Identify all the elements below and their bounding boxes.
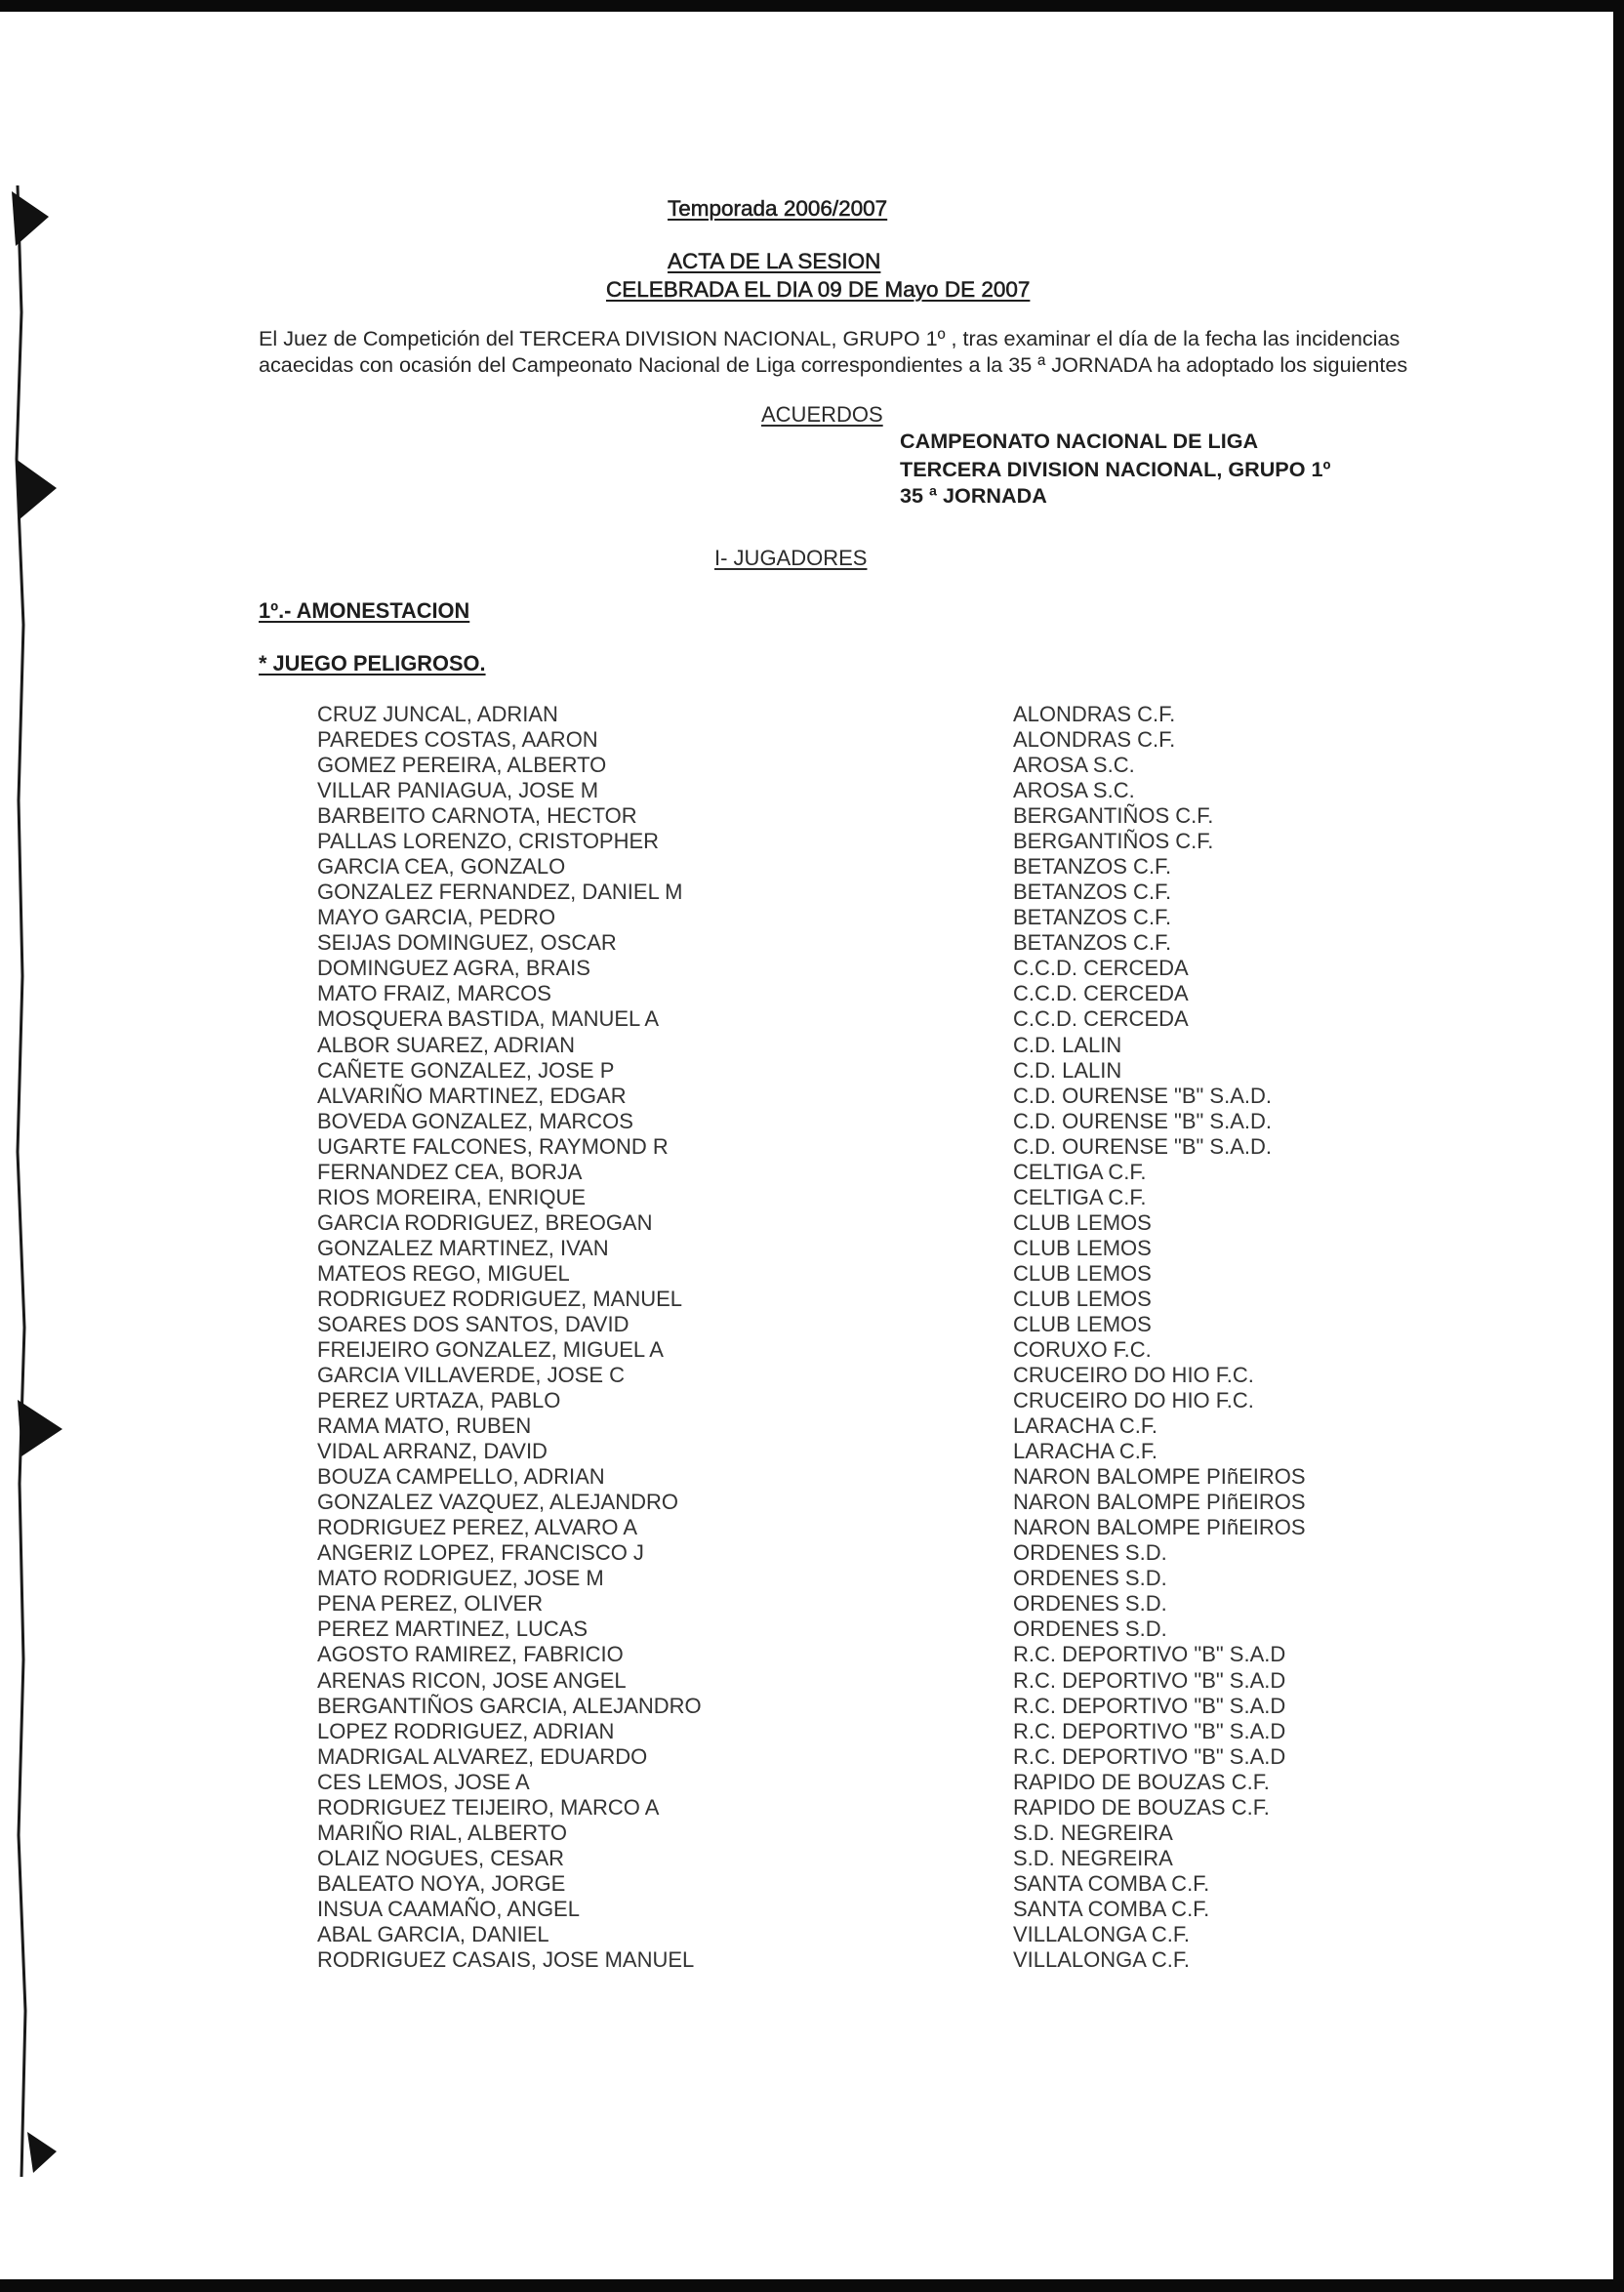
player-team: S.D. NEGREIRA [1013,1845,1173,1870]
player-row [0,1897,1624,1922]
player-name: MAYO GARCIA, PEDRO [317,905,556,930]
player-name: LOPEZ RODRIGUEZ, ADRIAN [317,1718,615,1743]
player-row [0,727,1624,753]
player-team: VILLALONGA C.F. [1013,1921,1190,1946]
player-row [0,854,1624,880]
player-row [0,1058,1624,1084]
player-row [0,803,1624,829]
player-name: OLAIZ NOGUES, CESAR [317,1845,565,1870]
player-name: GONZALEZ VAZQUEZ, ALEJANDRO [317,1490,678,1515]
player-row [0,702,1624,727]
player-name: UGARTE FALCONES, RAYMOND R [317,1133,669,1159]
scan-bottom-band [0,2279,1624,2292]
player-team: CORUXO F.C. [1013,1337,1152,1362]
player-row [0,905,1624,930]
player-row [0,1109,1624,1134]
competition-matchday: 35 ª JORNADA [900,483,1047,508]
player-name: CRUZ JUNCAL, ADRIAN [317,702,558,726]
player-name: RODRIGUEZ TEIJEIRO, MARCO A [317,1794,660,1820]
player-row [0,1388,1624,1413]
player-name: SEIJAS DOMINGUEZ, OSCAR [317,930,617,956]
player-row [0,1363,1624,1388]
competition-name: CAMPEONATO NACIONAL DE LIGA [900,429,1259,453]
player-team: ORDENES S.D. [1013,1617,1167,1642]
player-team: C.C.D. CERCEDA [1013,956,1189,981]
player-team: R.C. DEPORTIVO "B" S.A.D [1013,1642,1286,1667]
player-name: RIOS MOREIRA, ENRIQUE [317,1184,587,1209]
player-name: SOARES DOS SANTOS, DAVID [317,1311,629,1336]
player-team: ALONDRAS C.F. [1013,702,1176,726]
player-row [0,778,1624,803]
player-name: PEREZ MARTINEZ, LUCAS [317,1617,589,1642]
intro-paragraph-line: acaecidas con ocasión del Campeonato Nacional de Liga correspondientes a la 35 ª JORNADA ha adoptado los siguientes [259,352,1408,377]
player-row [0,829,1624,854]
player-name: RODRIGUEZ RODRIGUEZ, MANUEL [317,1286,683,1311]
player-name: BALEATO NOYA, JORGE [317,1870,566,1896]
player-team: ORDENES S.D. [1013,1591,1167,1617]
player-team: C.D. LALIN [1013,1057,1122,1083]
player-team: CELTIGA C.F. [1013,1184,1147,1209]
player-row [0,1160,1624,1185]
player-row [0,956,1624,981]
player-team: CLUB LEMOS [1013,1260,1152,1286]
player-row [0,1821,1624,1846]
player-row [0,930,1624,956]
player-name: RODRIGUEZ CASAIS, JOSE MANUEL [317,1946,695,1972]
player-name: ARENAS RICON, JOSE ANGEL [317,1667,627,1693]
intro-paragraph-line: El Juez de Competición del TERCERA DIVISION NACIONAL, GRUPO 1º , tras examinar el día de la fecha las incidencias [259,326,1401,350]
player-team: BETANZOS C.F. [1013,854,1172,880]
player-name: GONZALEZ FERNANDEZ, DANIEL M [317,880,683,905]
player-list [0,702,1624,1981]
player-team: LARACHA C.F. [1013,1413,1157,1439]
player-name: MADRIGAL ALVAREZ, EDUARDO [317,1743,648,1769]
player-team: C.C.D. CERCEDA [1013,1006,1189,1032]
season-title: Temporada 2006/2007 [668,196,888,221]
player-team: CLUB LEMOS [1013,1209,1152,1235]
player-name: PEREZ URTAZA, PABLO [317,1388,561,1413]
player-name: ANGERIZ LOPEZ, FRANCISCO J [317,1540,644,1566]
player-team: ORDENES S.D. [1013,1566,1167,1591]
player-row [0,981,1624,1006]
player-team: CRUCEIRO DO HIO F.C. [1013,1363,1254,1388]
player-name: MATEOS REGO, MIGUEL [317,1260,570,1286]
player-team: BERGANTIÑOS C.F. [1013,829,1214,854]
player-team: C.D. OURENSE "B" S.A.D. [1013,1108,1272,1133]
scan-tear-mark [16,459,57,519]
player-row [0,1490,1624,1515]
player-team: NARON BALOMPE PIñEIROS [1013,1490,1306,1515]
player-name: GOMEZ PEREIRA, ALBERTO [317,753,607,778]
player-row [0,1033,1624,1058]
scan-top-band [0,0,1624,12]
player-team: BETANZOS C.F. [1013,880,1172,905]
player-team: BETANZOS C.F. [1013,905,1172,930]
player-row [0,1439,1624,1464]
player-team: VILLALONGA C.F. [1013,1946,1190,1972]
agreements-heading: ACUERDOS [761,402,883,427]
player-team: CLUB LEMOS [1013,1286,1152,1311]
player-team: BETANZOS C.F. [1013,930,1172,956]
player-name: ALBOR SUAREZ, ADRIAN [317,1032,576,1057]
player-row [0,1694,1624,1719]
subsection-heading-warning: 1º.- AMONESTACION [259,598,470,623]
player-name: MARIÑO RIAL, ALBERTO [317,1820,567,1845]
session-date: CELEBRADA EL DIA 09 DE Mayo DE 2007 [606,277,1031,302]
player-row [0,1185,1624,1210]
player-team: ORDENES S.D. [1013,1540,1167,1566]
player-row [0,1464,1624,1490]
player-row [0,753,1624,778]
player-name: GARCIA RODRIGUEZ, BREOGAN [317,1209,653,1235]
player-name: PENA PEREZ, OLIVER [317,1591,544,1617]
player-team: SANTA COMBA C.F. [1013,1870,1210,1896]
player-team: R.C. DEPORTIVO "B" S.A.D [1013,1743,1286,1769]
section-heading-players: I- JUGADORES [714,546,868,570]
player-name: RAMA MATO, RUBEN [317,1413,532,1439]
player-team: AROSA S.C. [1013,778,1135,803]
player-name: BERGANTIÑOS GARCIA, ALEJANDRO [317,1693,702,1718]
player-row [0,1236,1624,1261]
player-name: MATO FRAIZ, MARCOS [317,981,551,1006]
player-team: CELTIGA C.F. [1013,1159,1147,1184]
player-team: ALONDRAS C.F. [1013,727,1176,753]
player-row [0,1668,1624,1694]
player-name: CAÑETE GONZALEZ, JOSE P [317,1057,615,1083]
player-name: PAREDES COSTAS, AARON [317,727,598,753]
player-team: S.D. NEGREIRA [1013,1820,1173,1845]
player-team: NARON BALOMPE PIñEIROS [1013,1515,1306,1540]
competition-division: TERCERA DIVISION NACIONAL, GRUPO 1º [900,457,1331,481]
scan-tear-mark [12,191,49,246]
player-row [0,1846,1624,1871]
player-row [0,1744,1624,1770]
player-row [0,1617,1624,1642]
player-name: MATO RODRIGUEZ, JOSE M [317,1566,604,1591]
category-heading-dangerous-play: * JUEGO PELIGROSO. [259,651,486,675]
player-row [0,1642,1624,1667]
player-team: BERGANTIÑOS C.F. [1013,803,1214,829]
player-team: RAPIDO DE BOUZAS C.F. [1013,1794,1270,1820]
player-row [0,1947,1624,1973]
player-row [0,880,1624,905]
player-name: MOSQUERA BASTIDA, MANUEL A [317,1006,660,1032]
player-row [0,1719,1624,1744]
player-name: GARCIA CEA, GONZALO [317,854,566,880]
player-row [0,1287,1624,1312]
scan-tear-mark [27,2132,57,2173]
player-row [0,1006,1624,1032]
player-row [0,1566,1624,1591]
player-name: DOMINGUEZ AGRA, BRAIS [317,956,590,981]
player-row [0,1515,1624,1540]
player-row [0,1210,1624,1236]
player-row [0,1084,1624,1109]
player-name: GONZALEZ MARTINEZ, IVAN [317,1235,609,1260]
player-name: VILLAR PANIAGUA, JOSE M [317,778,599,803]
player-name: VIDAL ARRANZ, DAVID [317,1439,548,1464]
player-row [0,1413,1624,1439]
player-team: C.D. LALIN [1013,1032,1122,1057]
player-name: RODRIGUEZ PEREZ, ALVARO A [317,1515,638,1540]
session-act-title: ACTA DE LA SESION [668,249,881,273]
player-name: GARCIA VILLAVERDE, JOSE C [317,1363,626,1388]
player-name: BOUZA CAMPELLO, ADRIAN [317,1464,605,1490]
player-name: FREIJEIRO GONZALEZ, MIGUEL A [317,1337,664,1362]
player-row [0,1591,1624,1617]
player-team: R.C. DEPORTIVO "B" S.A.D [1013,1667,1286,1693]
player-team: C.C.D. CERCEDA [1013,981,1189,1006]
player-row [0,1312,1624,1337]
player-row [0,1795,1624,1821]
player-team: NARON BALOMPE PIñEIROS [1013,1464,1306,1490]
player-row [0,1770,1624,1795]
player-name: ABAL GARCIA, DANIEL [317,1921,549,1946]
player-name: PALLAS LORENZO, CRISTOPHER [317,829,660,854]
player-name: FERNANDEZ CEA, BORJA [317,1159,583,1184]
player-row [0,1261,1624,1287]
player-name: ALVARIÑO MARTINEZ, EDGAR [317,1083,627,1108]
player-team: CRUCEIRO DO HIO F.C. [1013,1388,1254,1413]
player-row [0,1337,1624,1363]
player-team: CLUB LEMOS [1013,1311,1152,1336]
player-row [0,1540,1624,1566]
player-name: BOVEDA GONZALEZ, MARCOS [317,1108,633,1133]
player-row [0,1134,1624,1160]
player-row [0,1922,1624,1947]
player-team: CLUB LEMOS [1013,1235,1152,1260]
player-team: RAPIDO DE BOUZAS C.F. [1013,1769,1270,1794]
player-name: INSUA CAAMAÑO, ANGEL [317,1896,580,1921]
player-team: R.C. DEPORTIVO "B" S.A.D [1013,1693,1286,1718]
player-team: R.C. DEPORTIVO "B" S.A.D [1013,1718,1286,1743]
player-team: LARACHA C.F. [1013,1439,1157,1464]
player-team: C.D. OURENSE "B" S.A.D. [1013,1133,1272,1159]
player-team: AROSA S.C. [1013,753,1135,778]
player-name: AGOSTO RAMIREZ, FABRICIO [317,1642,624,1667]
player-name: CES LEMOS, JOSE A [317,1769,530,1794]
player-team: SANTA COMBA C.F. [1013,1896,1210,1921]
player-name: BARBEITO CARNOTA, HECTOR [317,803,637,829]
player-row [0,1871,1624,1897]
player-team: C.D. OURENSE "B" S.A.D. [1013,1083,1272,1108]
